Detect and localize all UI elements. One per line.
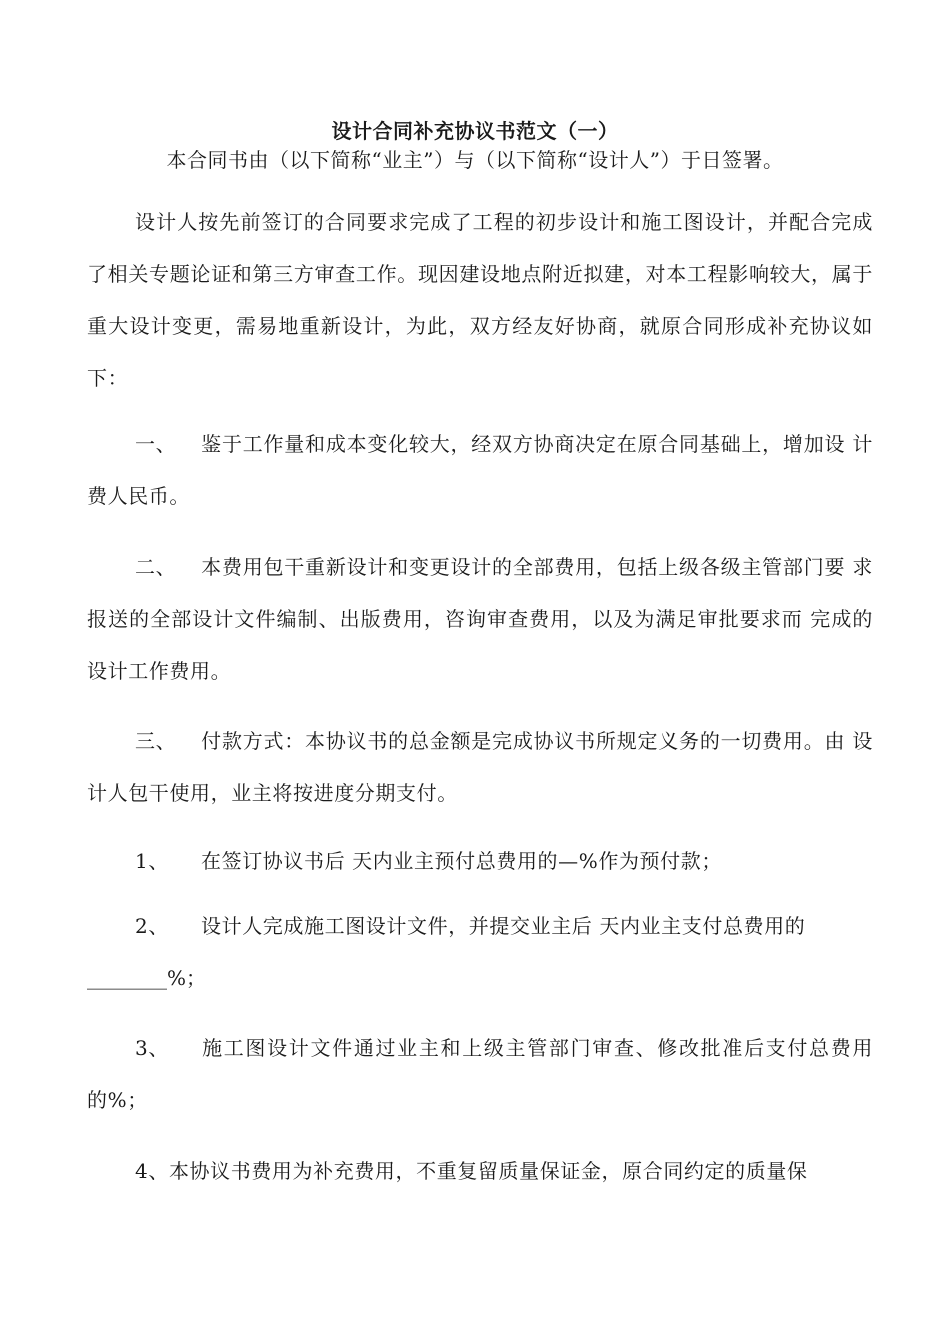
- clause-1: [87, 418, 873, 522]
- clause-number: 一、: [135, 432, 177, 456]
- document-title: 设计合同补充协议书范文（一）: [331, 119, 619, 143]
- preamble-paragraph: 设计人按先前签订的合同要求完成了工程的初步设计和施工图设计，并配合完成了相关专题论证和第三方审查工作。现因建设地点附近拟建，对本工程影响较大，属于重大设计变更，需易地重新设计，为此，双方经友好协商，就原合同形成补充协议如下：: [87, 210, 873, 390]
- item-number: 2、: [135, 914, 169, 938]
- clause-text: 本费用包干重新设计和变更设计的全部费用，包括上级各级主管部门要 求报送的全部设计文件编制、出版费用，咨询审查费用，以及为满足审批要求而 完成的设计工作费用。: [87, 555, 873, 683]
- clause-text: 付款方式：本协议书的总金额是完成协议书所规定义务的一切费用。由 设计人包干使用，业主将按进度分期支付。: [87, 729, 873, 805]
- clause-text: 鉴于工作量和成本变化较大，经双方协商决定在原合同基础上，增加设 计费人民币。: [87, 432, 873, 508]
- item-blank-tail: ________%；: [87, 966, 207, 990]
- item-number: 1、: [135, 849, 169, 873]
- clause-number: 三、: [135, 729, 177, 753]
- item-text: 施工图设计文件通过业主和上级主管部门审查、修改批准后支付总费用 的%；: [87, 1036, 873, 1112]
- clause-2: [87, 541, 873, 697]
- item-text: 设计人完成施工图设计文件，并提交业主后 天内业主支付总费用的: [201, 914, 806, 938]
- payment-item-1: [87, 835, 873, 887]
- item-text: 在签订协议书后 天内业主预付总费用的—%作为预付款；: [201, 849, 722, 873]
- intro-line: 本合同书由（以下简称“业主”）与（以下简称“设计人”）于日签署。: [166, 148, 784, 172]
- payment-item-4: [87, 1145, 873, 1197]
- payment-item-2: [87, 900, 873, 1004]
- payment-item-3: [87, 1022, 873, 1126]
- clause-3: [87, 715, 873, 819]
- item-number: 3、: [135, 1036, 169, 1060]
- item-number: 4、: [135, 1159, 169, 1183]
- clause-number: 二、: [135, 555, 177, 579]
- item-text: 本协议书费用为补充费用，不重复留质量保证金，原合同约定的质量保: [168, 1159, 808, 1183]
